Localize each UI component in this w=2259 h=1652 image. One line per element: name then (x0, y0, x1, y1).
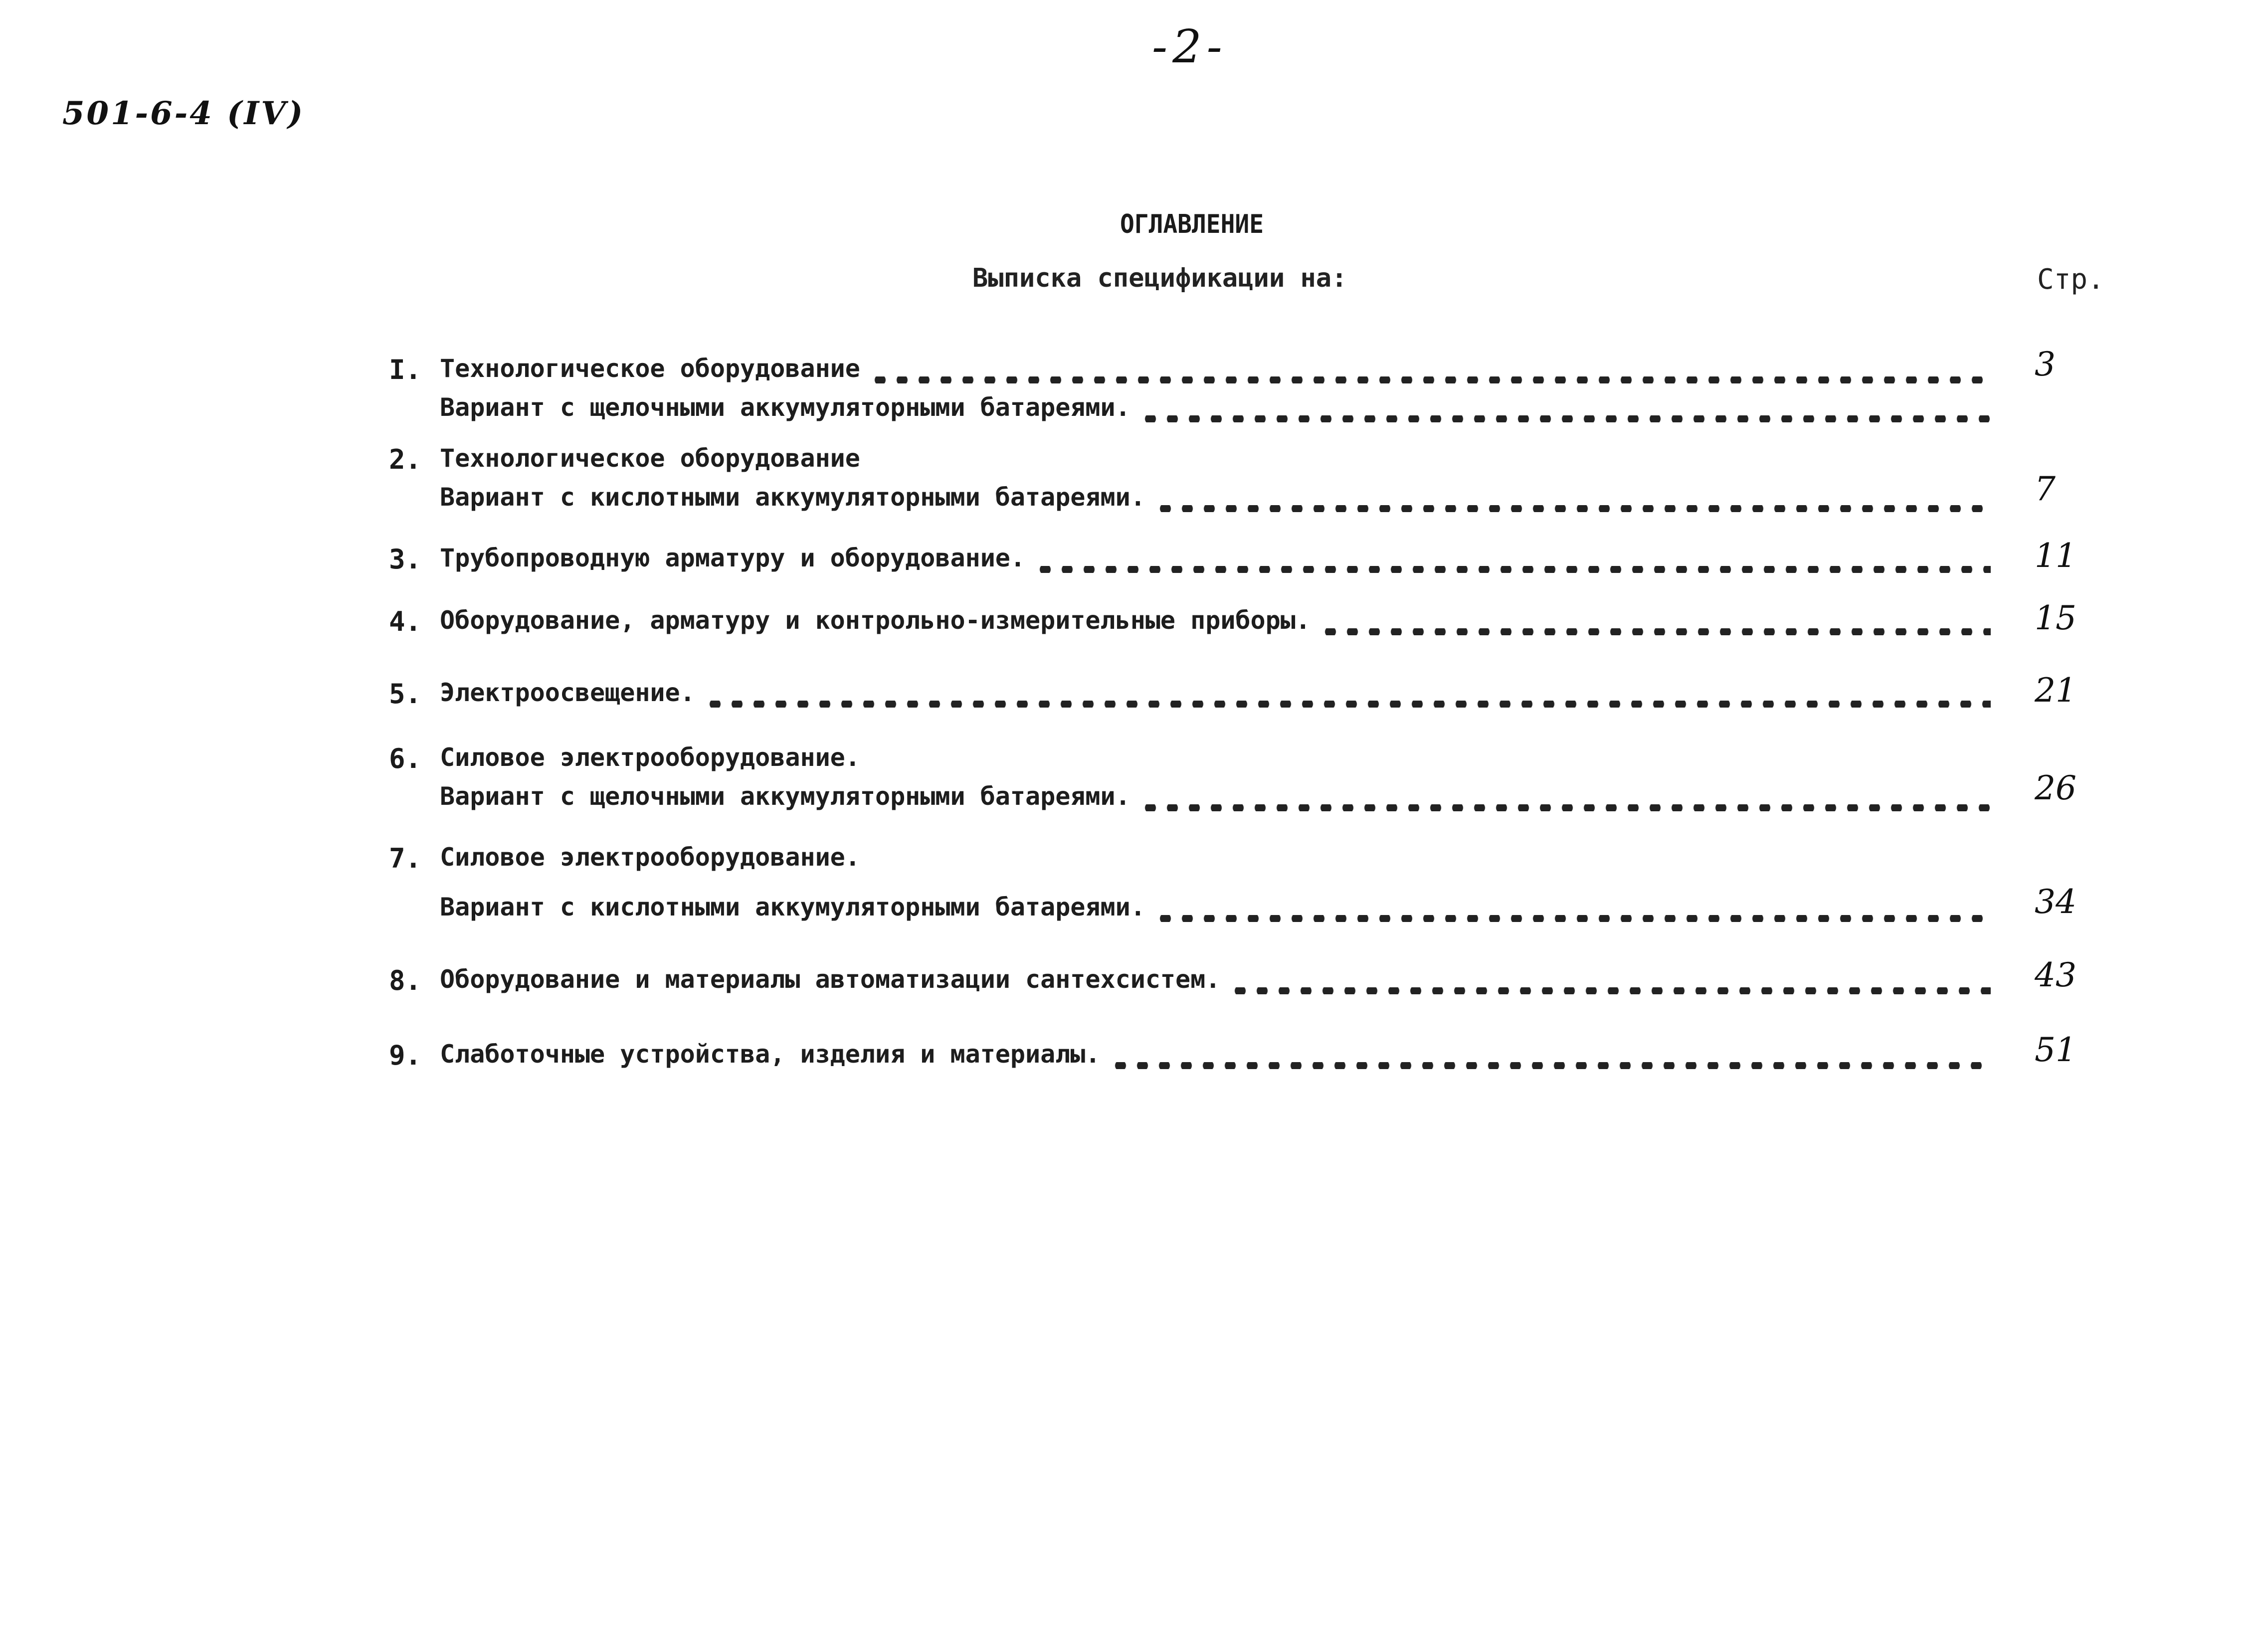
page-column-label: Стр. (2037, 263, 2104, 296)
toc-entry-line (440, 354, 1991, 393)
toc-entry-subtitle: Вариант с кислотными аккумуляторными батареями. (440, 893, 1145, 921)
leader-dots (1034, 566, 1991, 573)
toc-entry-line (440, 483, 1991, 522)
toc-entry[interactable] (389, 537, 2119, 582)
leader-dots (1154, 505, 1991, 512)
toc-entry[interactable] (389, 671, 2119, 717)
toc-entry-page: 7 (2035, 470, 2056, 508)
toc-entry-line (440, 606, 1991, 645)
toc-entry-page: 26 (2035, 769, 2076, 807)
toc-entry-title: Оборудование и материалы автоматизации сантехсистем. (440, 965, 1221, 994)
leader-dots (1154, 915, 1991, 922)
toc-entry-line (440, 444, 1991, 483)
toc-entry-line (440, 965, 1991, 1004)
toc-entry-number: 3. (389, 544, 422, 575)
toc-entry-line (440, 893, 1991, 931)
toc-entry-subtitle: Вариант с кислотными аккумуляторными батареями. (440, 483, 1145, 512)
toc-entry-subtitle: Вариант с щелочными аккумуляторными батареями. (440, 782, 1130, 811)
toc-entry-line (440, 843, 1991, 882)
leader-dots (1139, 804, 1991, 811)
toc-entry-subtitle: Вариант с щелочными аккумуляторными батареями. (440, 393, 1130, 422)
toc-entry[interactable] (389, 743, 2119, 821)
toc-entry-line (440, 743, 1991, 782)
toc-entry-number: 7. (389, 843, 422, 874)
toc-entry-page: 43 (2035, 956, 2076, 994)
toc-entry-number: 9. (389, 1040, 422, 1071)
toc-entry-line (440, 544, 1991, 582)
toc-entry-number: 2. (389, 444, 422, 475)
toc-entry-title: Технологическое оборудование (440, 354, 860, 383)
toc-entry[interactable] (389, 1031, 2119, 1079)
toc-entry-page: 51 (2035, 1031, 2076, 1069)
toc-entry-title: Слаботочные устройства, изделия и материалы. (440, 1040, 1101, 1069)
toc-entry-title: Силовое электрооборудование. (440, 743, 860, 772)
leader-dots (1110, 1062, 1991, 1069)
toc-entry-number: I. (389, 354, 422, 385)
toc-entry-number: 8. (389, 965, 422, 996)
toc-entry[interactable] (389, 345, 2119, 432)
leader-dots (1139, 415, 1991, 422)
leader-dots (1319, 628, 1991, 635)
toc-entry-line (440, 678, 1991, 717)
toc-entry-title: Электроосвещение. (440, 678, 695, 707)
toc-title: ОГЛАВЛЕНИЕ (1120, 209, 1264, 239)
leader-dots (704, 701, 1991, 708)
toc-entry-page: 21 (2035, 671, 2076, 710)
toc-entry-title: Трубопроводную арматуру и оборудование. (440, 544, 1025, 572)
toc-entry-line (440, 393, 1991, 432)
leader-dots (1229, 987, 1991, 994)
toc-entry-number: 4. (389, 606, 422, 637)
toc-entry-page: 15 (2035, 599, 2076, 637)
toc-entry-page: 11 (2035, 537, 2076, 575)
toc-entry-page: 34 (2035, 883, 2076, 921)
toc-entry-line (440, 1040, 1991, 1079)
toc-entry-line (440, 782, 1991, 821)
toc-entry-page: 3 (2035, 345, 2056, 383)
toc-entry[interactable] (389, 444, 2119, 522)
toc-entry-number: 6. (389, 743, 422, 774)
toc-entry[interactable] (389, 956, 2119, 1004)
leader-dots (869, 376, 1991, 383)
toc-subtitle: Выписка спецификации на: (972, 263, 1347, 293)
toc-entry-title: Силовое электрооборудование. (440, 843, 860, 872)
document-code: 501-6-4 (IV) (62, 95, 305, 132)
toc-entry[interactable] (389, 843, 2119, 931)
toc-entry-title: Технологическое оборудование (440, 444, 860, 473)
toc-entry-title: Оборудование, арматуру и контрольно-измерительные приборы. (440, 606, 1311, 635)
toc-entry-number: 5. (389, 678, 422, 710)
page-number: -2- (1152, 20, 1227, 73)
toc-entry[interactable] (389, 599, 2119, 645)
